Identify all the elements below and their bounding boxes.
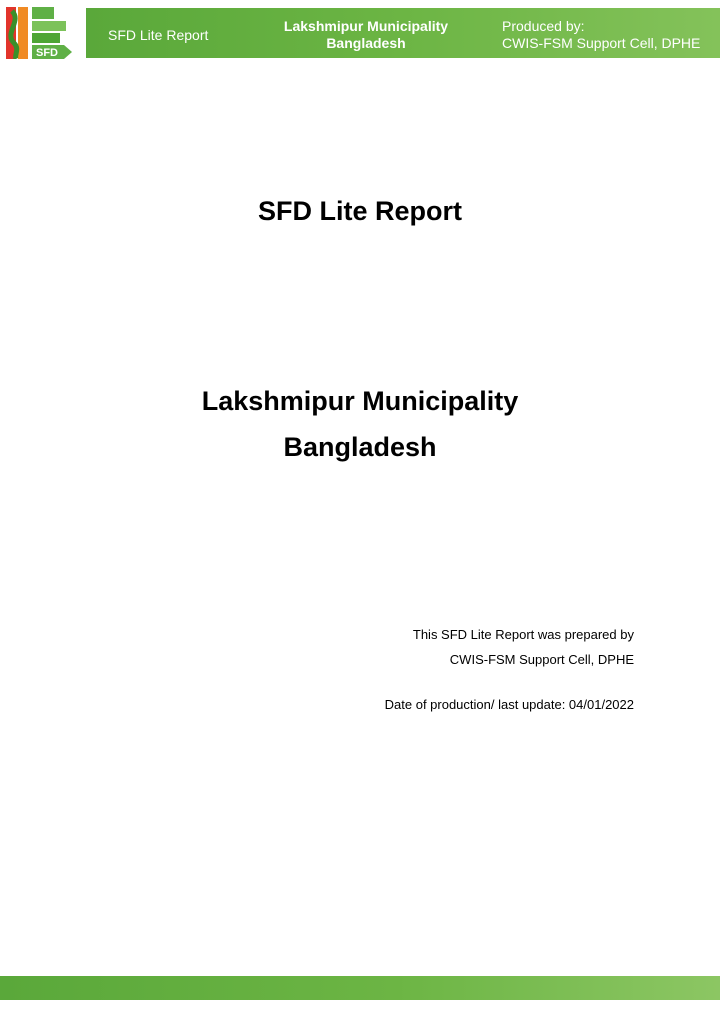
logo-text: SFD <box>36 47 58 59</box>
header-producer <box>502 18 700 52</box>
production-date: Date of production/ last update: 04/01/2022 <box>384 697 634 712</box>
header-location <box>266 18 466 52</box>
header-report-label: SFD Lite Report <box>108 27 209 43</box>
prepared-by-block <box>413 622 634 672</box>
sfd-logo <box>6 7 74 59</box>
report-subject <box>0 378 720 470</box>
prepared-by-org: CWIS-FSM Support Cell, DPHE <box>449 652 634 667</box>
header-producer-name: CWIS-FSM Support Cell, DPHE <box>502 35 701 51</box>
header-country: Bangladesh <box>326 35 406 51</box>
prepared-by-text: This SFD Lite Report was prepared by <box>412 627 634 642</box>
subject-municipality: Lakshmipur Municipality <box>201 386 519 416</box>
header-municipality: Lakshmipur Municipality <box>283 18 449 34</box>
header-band <box>86 8 720 58</box>
footer-band <box>0 976 720 1000</box>
header-produced-by-label: Produced by: <box>502 18 585 34</box>
subject-country: Bangladesh <box>283 432 437 462</box>
page-title: SFD Lite Report <box>257 196 462 226</box>
